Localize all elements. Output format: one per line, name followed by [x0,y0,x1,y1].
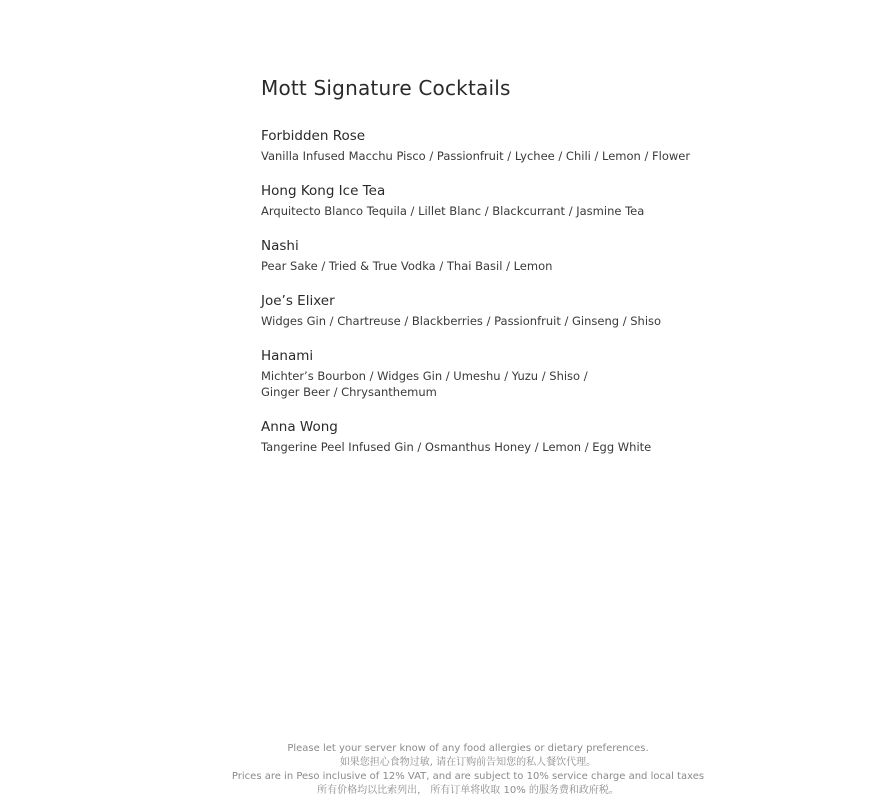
allergy-notice-en: Please let your server know of any food allergies or dietary preferences. [287,743,649,754]
menu-item-name: Hanami [261,348,314,364]
price-notice-en: Prices are in Peso inclusive of 12% VAT, and are subject to 10% service charge and local taxes [231,771,705,782]
menu-item-description: Michter’s Bourbon / Widges Gin / Umeshu / Yuzu / Shiso / Ginger Beer / Chrysanthemum [261,369,588,399]
menu-item [261,238,781,274]
menu-item-name: Hong Kong Ice Tea [261,183,386,199]
menu-item-description: Arquitecto Blanco Tequila / Lillet Blanc / Blackcurrant / Jasmine Tea [261,204,645,218]
menu-item-name: Joe’s Elixer [261,293,335,309]
menu-item [261,419,781,455]
menu-item [261,128,781,164]
menu-item-name: Anna Wong [261,419,338,435]
menu-item-description: Vanilla Infused Macchu Pisco / Passionfruit / Lychee / Chili / Lemon / Flower [261,149,691,163]
menu-item [261,348,781,400]
cocktail-menu [261,76,781,474]
menu-item [261,183,781,219]
allergy-notice-zh: 如果您担心食物过敏, 请在订购前告知您的私人餐饮代理。 [339,757,597,768]
menu-item [261,293,781,329]
menu-title: Mott Signature Cocktails [261,76,511,100]
menu-item-name: Nashi [261,238,299,254]
menu-item-name: Forbidden Rose [261,128,366,144]
menu-footer [0,742,872,798]
menu-item-description: Tangerine Peel Infused Gin / Osmanthus Honey / Lemon / Egg White [261,440,652,454]
menu-item-description: Pear Sake / Tried & True Vodka / Thai Basil / Lemon [261,259,553,273]
menu-item-description: Widges Gin / Chartreuse / Blackberries / Passionfruit / Ginseng / Shiso [261,314,662,328]
price-notice-zh: 所有价格均以比索列出， 所有订单将收取 10% 的服务费和政府税。 [317,785,619,796]
